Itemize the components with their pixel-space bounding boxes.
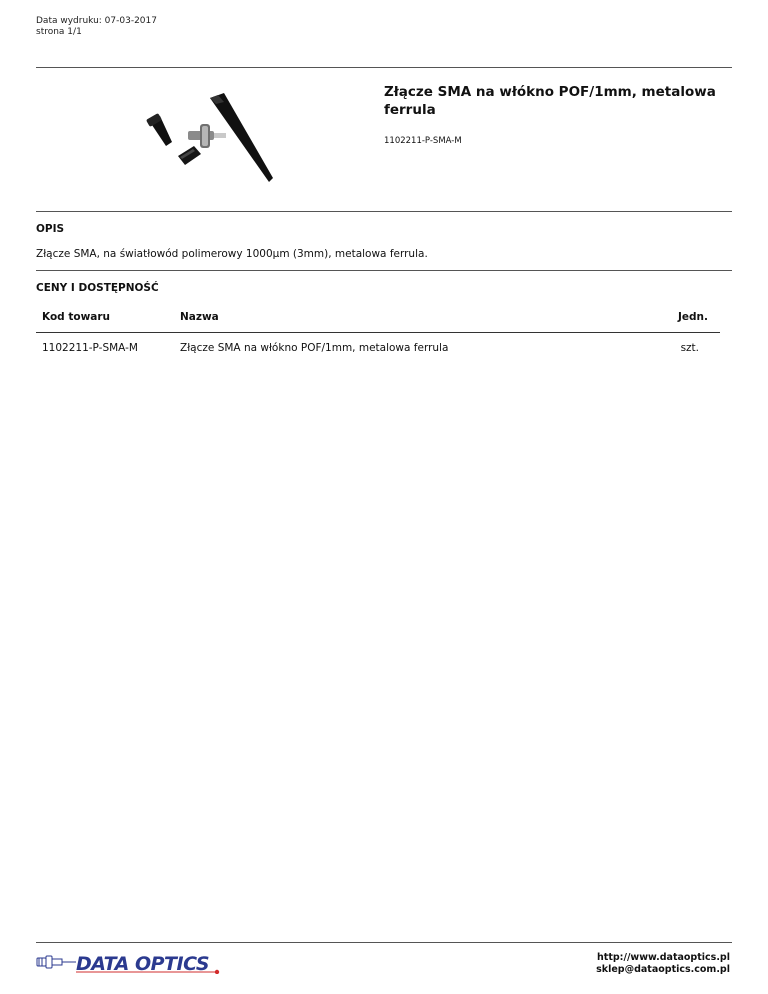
- print-date: Data wydruku: 07-03-2017: [36, 16, 157, 26]
- website-link[interactable]: http://www.dataoptics.pl: [597, 952, 730, 963]
- description-heading: OPIS: [36, 223, 65, 235]
- footer-contact: [596, 952, 730, 976]
- cell-unit: szt.: [680, 342, 699, 354]
- product-title: Złącze SMA na włókno POF/1mm, metalowa ferrula: [384, 84, 716, 118]
- product-code: 1102211-P-SMA-M: [384, 136, 462, 146]
- section-divider: [36, 270, 732, 271]
- cell-product-code: 1102211-P-SMA-M: [42, 342, 138, 354]
- column-header-name: Nazwa: [180, 311, 219, 323]
- table-header-divider: [36, 332, 720, 333]
- cell-product-name: Złącze SMA na włókno POF/1mm, metalowa ferrula: [180, 342, 449, 354]
- header-divider: [36, 67, 732, 68]
- print-info: [36, 16, 157, 38]
- column-header-code: Kod towaru: [42, 311, 111, 323]
- dataoptics-logo: [36, 950, 222, 974]
- pricing-heading: CENY I DOSTĘPNOŚĆ: [36, 282, 159, 294]
- page-number: strona 1/1: [36, 27, 82, 37]
- column-header-unit: Jedn.: [677, 311, 708, 323]
- connector-parts-photo: [128, 86, 290, 188]
- description-text: Złącze SMA, na światłowód polimerowy 1000µm (3mm), metalowa ferrula.: [36, 248, 428, 260]
- footer-divider: [36, 942, 732, 943]
- section-divider: [36, 211, 732, 212]
- email-link[interactable]: sklep@dataoptics.com.pl: [596, 964, 730, 975]
- logo-text: DATA OPTICS: [76, 953, 210, 974]
